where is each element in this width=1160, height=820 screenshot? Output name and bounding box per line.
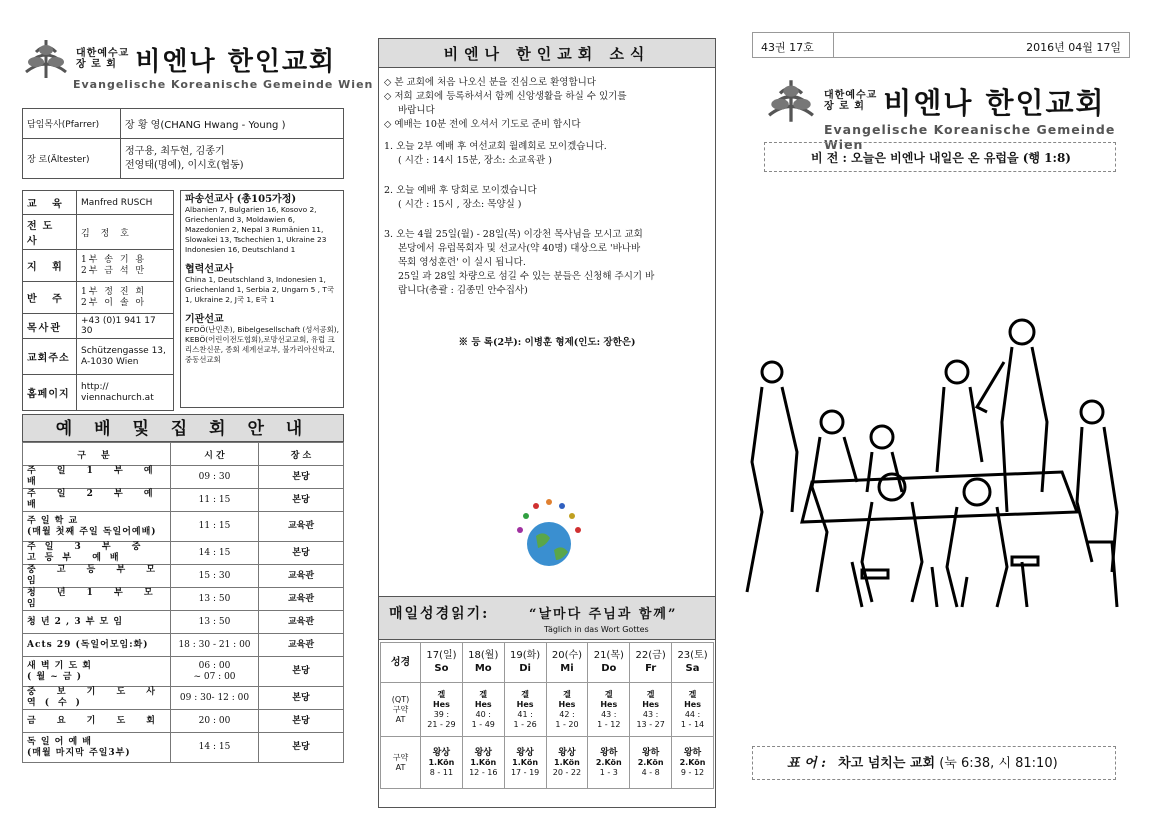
role-label: 전도사: [23, 215, 77, 250]
schedule-time: 15 : 30: [171, 565, 259, 588]
bible-day-cell: [504, 643, 546, 683]
bible-qt-text: 44 : 1 - 14: [680, 709, 705, 729]
bible-quote: “날마다 주님과 함께”: [529, 607, 678, 622]
schedule-time: 13 : 50: [171, 588, 259, 611]
issue-bar: [752, 32, 1130, 58]
bible-ot-text: 왕하: [683, 747, 702, 758]
bible-qt-text: 겔: [479, 689, 488, 699]
schedule-time: 11 : 15: [171, 489, 259, 512]
bible-qt-text: Hes: [558, 699, 576, 709]
bible-ot-cell: [588, 737, 630, 789]
schedule-time: 14 : 15: [171, 542, 259, 565]
bible-day-cell: [672, 643, 714, 683]
schedule-time: 14 : 15: [171, 733, 259, 763]
bible-ot-text: 왕상: [516, 747, 534, 758]
bible-qt-text: 겔: [521, 689, 529, 699]
bible-ot-cell: [421, 737, 463, 789]
bible-ot-text: 1.Kön: [428, 757, 455, 767]
bible-ot-cell: [630, 737, 672, 789]
schedule-place: 본당: [259, 657, 344, 687]
bible-ot-text: 2.Kön: [595, 757, 622, 767]
schedule-header: 시 간: [171, 443, 259, 466]
bible-qt-text: 43 : 13 - 27: [636, 709, 665, 729]
bible-qt-text: 39 : 21 - 29: [427, 709, 456, 729]
schedule-place: 본당: [259, 687, 344, 710]
schedule-row: [23, 657, 344, 687]
news-body: [384, 76, 710, 350]
schedule-event: 새 벽 기 도 회 ( 월 ~ 금 ): [23, 657, 171, 687]
bible-qt-cell: [462, 683, 504, 737]
elder-label: 장 로(Ältester): [23, 139, 121, 179]
schedule-time: 18 : 30 - 21 : 00: [171, 634, 259, 657]
motto-text: 차고 넘치는 교회: [838, 756, 936, 771]
bible-qt-text: 겔: [646, 689, 655, 699]
bible-qt-text: Hes: [642, 699, 660, 709]
coop-text: China 1, Deutschland 3, Indonesien 1, Griechenland 1, Serbia 2, Ungarn 5 , T국 1, Ukraine 2, J국 1, E국 1: [185, 275, 335, 304]
bible-ot-text: 20 - 22: [552, 767, 582, 777]
bible-ot-text: 1 - 3: [599, 767, 618, 777]
pastor-value: 장 황 영(CHANG Hwang - Young ): [121, 109, 344, 139]
bible-ot-cell: [672, 737, 714, 789]
bible-day-week: So: [434, 663, 449, 674]
role-label: 교회주소: [23, 339, 77, 375]
schedule-header: 구 분: [23, 443, 171, 466]
schedule-event: 주 일 1 부 예 배: [23, 466, 171, 489]
bible-ot-text: 1.Kön: [554, 757, 580, 767]
bible-ot-cell: [546, 737, 588, 789]
motto-label: 표 어 :: [787, 756, 826, 771]
bible-ot-text: 17 - 19: [510, 767, 540, 777]
schedule-time: 11 : 15: [171, 512, 259, 542]
schedule-time: 13 : 50: [171, 611, 259, 634]
dispatch-text: Albanien 7, Bulgarien 16, Kosovo 2, Griechenland 3, Moldawien 6, Mazedonien 2, Nepal 3 Rumänien 11, Slowakei 13, Tschechien 1, Ukraine 23 Indonesien 16, Deutschland 1: [185, 205, 327, 254]
bible-ot-text: 왕상: [474, 747, 492, 758]
dispatch-title: 파송선교사 (총105가정): [185, 194, 297, 205]
bible-day-row: [381, 643, 714, 683]
bible-ot-row: [381, 737, 714, 789]
bible-ot-cell: [504, 737, 546, 789]
bible-qt-text: 겔: [563, 689, 571, 699]
schedule-time: 09 : 30- 12 : 00: [171, 687, 259, 710]
schedule-event: 독 일 어 예 배 (매월 마지막 주일3부): [23, 733, 171, 763]
schedule-row: [23, 542, 344, 565]
bible-qt-text: 겔: [437, 689, 446, 699]
news-intro: ◇ 저희 교회에 등록하셔서 함께 신앙생활을 하실 수 있기를: [384, 91, 627, 102]
bible-ot-text: 8 - 11: [429, 767, 454, 777]
news-item: ( 시간 : 15시 , 장소: 목양실 ): [398, 199, 522, 210]
bible-day-date: 23(토): [677, 650, 708, 661]
schedule-event: 중 고 등 부 모 임: [23, 565, 171, 588]
news-register: ※ 등 록(2부): 이병훈 형제(인도: 장한은): [458, 337, 636, 348]
bible-day-date: 20(수): [551, 650, 583, 661]
bible-qt-text: 겔: [604, 689, 613, 699]
schedule-place: 본당: [259, 733, 344, 763]
church-name-de: Evangelische Koreanische Gemeinde Wien: [73, 78, 374, 91]
schedule-place: 교육관: [259, 634, 344, 657]
bible-day-date: 22(금): [635, 650, 666, 661]
schedule-row: [23, 687, 344, 710]
bible-qt-text: 42 : 1 - 20: [555, 709, 579, 729]
bible-qt-text: Hes: [516, 699, 534, 709]
church-name: 비엔나 한인교회: [135, 46, 337, 77]
bible-qt-cell: [504, 683, 546, 737]
bible-ot-text: 왕하: [600, 747, 618, 758]
bible-ot-text: 12 - 16: [469, 767, 498, 777]
role-value: Schützengasse 13, A-1030 Wien: [77, 339, 174, 375]
bible-title: 매일성경읽기:: [389, 606, 490, 622]
schedule-row: [23, 489, 344, 512]
church-logo-icon: [22, 38, 70, 80]
bible-day-week: Mi: [560, 663, 574, 674]
bible-qt-text: Hes: [600, 699, 618, 709]
bible-qt-cell: [588, 683, 630, 737]
schedule-event: 주 일 2 부 예 배: [23, 489, 171, 512]
church-name-de: Evangelische Koreanische Gemeinde Wien: [824, 122, 1116, 152]
bible-day-date: 17(일): [426, 650, 457, 661]
schedule-row: [23, 733, 344, 763]
motto-ref: (눅 6:38, 시 81:10): [939, 756, 1058, 771]
globe-people-icon: [512, 494, 586, 576]
roles-table: [22, 190, 174, 411]
schedule-place: 본당: [259, 466, 344, 489]
bible-qt-text: Hes: [474, 699, 492, 709]
bible-ot-text: 2.Kön: [637, 757, 664, 767]
schedule-row: [23, 588, 344, 611]
schedule-place: 본당: [259, 489, 344, 512]
bible-row-label: 구약 AT: [381, 737, 421, 789]
bible-qt-cell: [630, 683, 672, 737]
bible-day-week: Sa: [685, 663, 700, 674]
last-supper-illustration-icon: [732, 312, 1142, 612]
bible-ot-text: 2.Kön: [679, 757, 706, 767]
role-label: 반 주: [23, 282, 77, 314]
role-value: 김 정 호: [77, 215, 174, 250]
schedule-row: [23, 466, 344, 489]
bible-ot-text: 왕상: [558, 747, 576, 758]
issue-volume: 43권 17호: [761, 41, 814, 54]
church-logo-icon: [764, 78, 818, 124]
news-intro: ◇ 예배는 10분 전에 오셔서 기도로 준비 합시다: [384, 119, 581, 130]
bible-qt-text: Hes: [432, 699, 450, 709]
logo-left: [22, 38, 336, 80]
bible-ot-text: 왕상: [432, 747, 451, 758]
bible-day-date: 19(화): [510, 650, 541, 661]
missions-box: [180, 190, 344, 408]
motto-box: [752, 746, 1116, 780]
schedule-event: 중 보 기 도 사 역(수): [23, 687, 171, 710]
role-label: 교 육: [23, 191, 77, 215]
schedule-place: 교육관: [259, 565, 344, 588]
issue-date: 2016년 04월 17일: [1026, 41, 1121, 54]
bible-day-week: Do: [601, 663, 617, 674]
bible-ot-text: 왕하: [641, 747, 660, 758]
news-item: 목회 영성훈련' 이 실시 됩니다.: [398, 257, 526, 268]
bible-qt-text: 겔: [688, 689, 697, 699]
schedule-row: [23, 512, 344, 542]
news-intro: 바랍니다: [398, 105, 435, 116]
bible-qt-cell: [672, 683, 714, 737]
role-value: +43 (0)1 941 17 30: [77, 314, 174, 339]
role-value: Manfred RUSCH: [77, 191, 174, 215]
schedule-time: 20 : 00: [171, 710, 259, 733]
bible-qt-text: 41 : 1 - 26: [513, 709, 537, 729]
bible-day-cell: [462, 643, 504, 683]
bible-qt-text: Hes: [684, 699, 701, 709]
schedule-title: 예 배 및 집 회 안 내: [22, 414, 344, 442]
schedule-time: 09 : 30: [171, 466, 259, 489]
bible-day-cell: [421, 643, 463, 683]
schedule-place: 교육관: [259, 512, 344, 542]
news-item: 랍니다(총괄 : 김종민 안수집사): [398, 285, 528, 296]
news-item: 본당에서 유럽목회자 및 선교사(약 40명) 대상으로 '바나바: [398, 243, 641, 254]
bible-qt-cell: [546, 683, 588, 737]
bible-ot-text: 1.Kön: [470, 757, 497, 767]
schedule-event: 청 년 2 , 3 부 모 임: [23, 611, 171, 634]
schedule-event: 청 년 1 부 모 임: [23, 588, 171, 611]
bible-ot-cell: [462, 737, 504, 789]
role-value: 1부 송 기 용 2부 금 석 만: [77, 250, 174, 282]
bible-qt-row: [381, 683, 714, 737]
schedule-event: 금 요 기 도 회: [23, 710, 171, 733]
bible-day-cell: [630, 643, 672, 683]
schedule-row: [23, 710, 344, 733]
bible-day-date: 18(월): [468, 650, 499, 661]
role-label: 지 휘: [23, 250, 77, 282]
logo-right: [764, 78, 1106, 124]
role-label: 홈페이지: [23, 375, 77, 411]
bible-header: [378, 596, 716, 640]
news-item: 25일 과 28일 차량으로 섬길 수 있는 분들은 신청해 주시기 바: [398, 271, 655, 282]
bible-table: [380, 642, 714, 789]
bible-day-week: Fr: [645, 663, 657, 674]
bible-day-date: 21(목): [593, 650, 624, 661]
coop-title: 협력선교사: [185, 264, 234, 275]
news-item: 1. 오늘 2부 예배 후 여선교회 월례회로 모이겠습니다.: [384, 141, 607, 152]
logo-small-text: 대한예수교 장 로 회: [824, 90, 878, 112]
org-text: EFDÖ(난민촌), Bibelgesellschaft (성서공회), KEBÖ(어린이전도협회),로망선교교회, 유럽 크리스찬신문, 종회 세계선교부, 불가리아신학교,중동선교회: [185, 325, 339, 364]
schedule-event: 주일 3 부 중고등부 예배: [23, 542, 171, 565]
news-item: 2. 오늘 예배 후 당회로 모이겠습니다: [384, 185, 537, 196]
staff-table: [22, 108, 344, 179]
news-item: 3. 오는 4월 25일(월) - 28일(목) 이강천 목사님을 모시고 교회: [384, 229, 643, 240]
schedule-event: 주 일 학 교 (매월 첫째 주일 독일어예배): [23, 512, 171, 542]
bible-ot-text: 4 - 8: [641, 767, 660, 777]
bible-row-label: 성경: [381, 643, 421, 683]
bible-day-week: Di: [519, 663, 531, 674]
bible-day-cell: [588, 643, 630, 683]
schedule-row: [23, 634, 344, 657]
schedule-table: [22, 442, 344, 763]
bible-qt-text: 43 : 1 - 12: [597, 709, 621, 729]
schedule-place: 본당: [259, 710, 344, 733]
bible-qt-cell: [421, 683, 463, 737]
schedule-place: 교육관: [259, 588, 344, 611]
elder-value: 정구용, 최두현, 김종기 전영태(명예), 이시호(협동): [121, 139, 344, 179]
schedule-time: 06 : 00 ~ 07 : 00: [171, 657, 259, 687]
schedule-place: 교육관: [259, 611, 344, 634]
role-value[interactable]: http:// viennachurch.at: [77, 375, 174, 411]
bible-day-week: Mo: [474, 663, 492, 674]
bible-row-label: (QT) 구약 AT: [381, 683, 421, 737]
bible-subtitle: Täglich in das Wort Gottes: [544, 625, 649, 634]
church-name: 비엔나 한인교회: [883, 85, 1106, 120]
bible-day-cell: [546, 643, 588, 683]
pastor-label: 담임목사(Pfarrer): [23, 109, 121, 139]
schedule-row: [23, 565, 344, 588]
schedule-place: 본당: [259, 542, 344, 565]
vision-box: 비 전 : 오늘은 비엔나 내일은 온 유럽을 (행 1:8): [764, 142, 1116, 172]
role-value: 1부 정 진 희 2부 이 솔 아: [77, 282, 174, 314]
news-title: 비엔나 한인교회 소식: [378, 38, 716, 68]
bible-qt-text: 40 : 1 - 49: [471, 709, 495, 729]
schedule-header: 장 소: [259, 443, 344, 466]
org-title: 기관선교: [185, 314, 224, 325]
schedule-row: [23, 611, 344, 634]
news-item: ( 시간 : 14시 15분, 장소: 소교육관 ): [398, 155, 552, 166]
news-intro: ◇ 본 교회에 처음 나오신 분을 진심으로 환영합니다: [384, 77, 596, 88]
logo-small-text: 대한예수교 장 로 회: [76, 48, 130, 70]
bible-ot-text: 9 - 12: [680, 767, 705, 777]
bible-ot-text: 1.Kön: [512, 757, 539, 767]
role-label: 목사관: [23, 314, 77, 339]
schedule-event: Acts 29 (독일어모임:화): [23, 634, 171, 657]
